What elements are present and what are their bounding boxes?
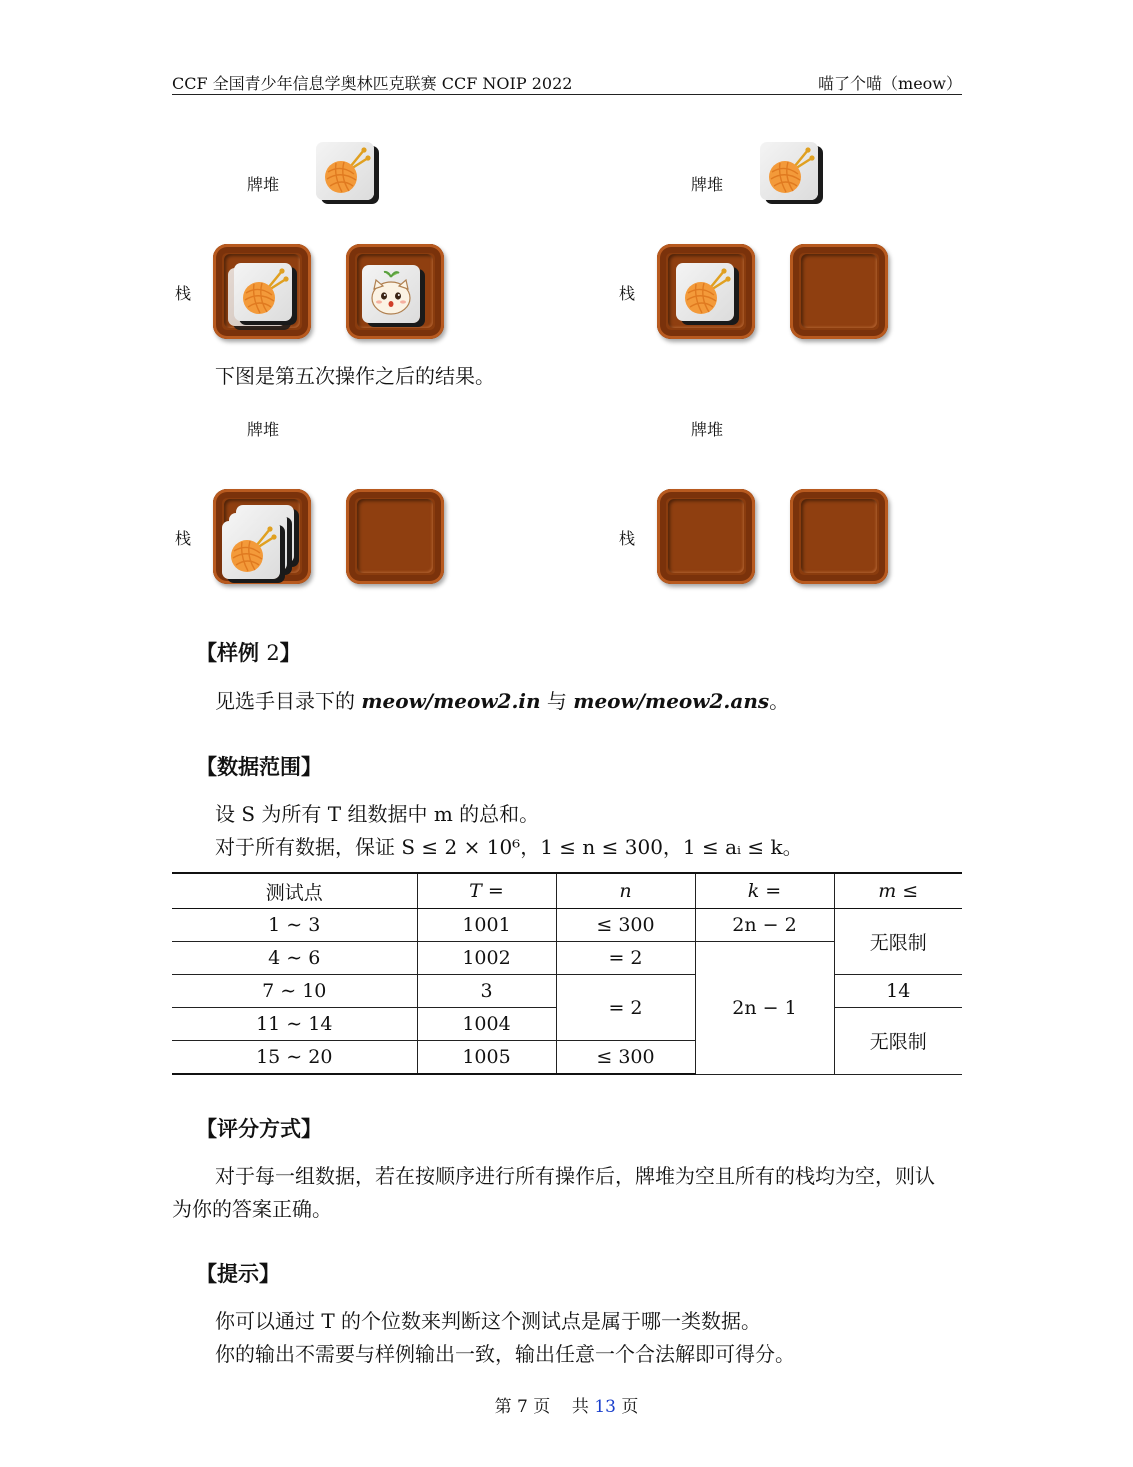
table-cell: 1005	[417, 1041, 556, 1075]
yarn-ball-icon	[760, 142, 818, 200]
table-cell: = 2	[556, 975, 695, 1041]
sample2-text: 见选手目录下的 meow/meow2.in 与 meow/meow2.ans。	[215, 689, 790, 713]
stack-label: 栈	[619, 284, 636, 303]
stack-label: 栈	[175, 284, 192, 303]
scoring-line1: 对于每一组数据，若在按顺序进行所有操作后，牌堆为空且所有的栈均为空，则认	[215, 1164, 935, 1188]
table-cell: 4 ∼ 6	[172, 942, 417, 975]
scoring-line2: 为你的答案正确。	[172, 1197, 332, 1221]
pile-label: 牌堆	[247, 175, 280, 194]
table-cell: 15 ∼ 20	[172, 1041, 417, 1075]
page-footer: 第 7 页 共 13 页	[494, 1397, 639, 1417]
figure-caption: 下图是第五次操作之后的结果。	[215, 364, 495, 388]
cat-icon	[362, 265, 420, 323]
data-range-line2: 对于所有数据，保证 S ≤ 2 × 10⁶，1 ≤ n ≤ 300，1 ≤ aᵢ ≤ k。	[215, 835, 803, 859]
pile-label: 牌堆	[691, 420, 724, 439]
stack-slot	[790, 244, 888, 339]
table-cell: 11 ∼ 14	[172, 1008, 417, 1041]
table-cell: 无限制	[834, 1008, 962, 1075]
table-header: 测试点	[172, 873, 417, 909]
yarn-ball-icon	[222, 521, 280, 579]
table-cell: 2n − 1	[695, 942, 834, 1075]
stack-label: 栈	[175, 529, 192, 548]
yarn-ball-icon	[316, 142, 374, 200]
data-range-line1: 设 S 为所有 T 组数据中 m 的总和。	[215, 802, 540, 826]
page-header	[172, 68, 962, 95]
header-problem-name: 喵了个喵（meow）	[818, 74, 962, 93]
table-header: n	[556, 873, 695, 909]
yarn-ball-icon	[676, 263, 734, 321]
data-range-table	[172, 872, 962, 1075]
stack-slot	[346, 489, 444, 584]
table-header: m ≤	[834, 873, 962, 909]
hints-heading: 【提示】	[196, 1262, 280, 1286]
table-cell: ≤ 300	[556, 909, 695, 942]
table-cell: ≤ 300	[556, 1041, 695, 1075]
yarn-ball-icon	[234, 263, 292, 321]
hints-line2: 你的输出不需要与样例输出一致，输出任意一个合法解即可得分。	[215, 1342, 795, 1366]
table-row	[172, 909, 962, 942]
data-range-heading: 【数据范围】	[196, 755, 322, 779]
file-path-ans: meow/meow2.ans	[573, 689, 770, 713]
pile-label: 牌堆	[247, 420, 280, 439]
stack-slot	[790, 489, 888, 584]
table-cell: 无限制	[834, 909, 962, 975]
table-cell: 2n − 2	[695, 909, 834, 942]
pile-label: 牌堆	[691, 175, 724, 194]
header-title: CCF 全国青少年信息学奥林匹克联赛 CCF NOIP 2022	[172, 74, 573, 93]
table-cell: 1004	[417, 1008, 556, 1041]
stack-slot	[657, 489, 755, 584]
stack-label: 栈	[619, 529, 636, 548]
table-row	[172, 975, 962, 1008]
table-header: k =	[695, 873, 834, 909]
table-cell: 14	[834, 975, 962, 1008]
table-cell: 7 ∼ 10	[172, 975, 417, 1008]
table-cell: 1001	[417, 909, 556, 942]
total-pages-link[interactable]: 13	[594, 1397, 616, 1417]
table-header: T =	[417, 873, 556, 909]
table-cell: 3	[417, 975, 556, 1008]
scoring-heading: 【评分方式】	[196, 1117, 322, 1141]
table-cell: 1 ∼ 3	[172, 909, 417, 942]
table-cell: 1002	[417, 942, 556, 975]
page-number: 7	[517, 1397, 528, 1417]
file-path-in: meow/meow2.in	[361, 689, 541, 713]
table-cell: = 2	[556, 942, 695, 975]
hints-line1: 你可以通过 T 的个位数来判断这个测试点是属于哪一类数据。	[215, 1309, 762, 1333]
sample2-heading: 【样例 2】	[196, 641, 301, 665]
